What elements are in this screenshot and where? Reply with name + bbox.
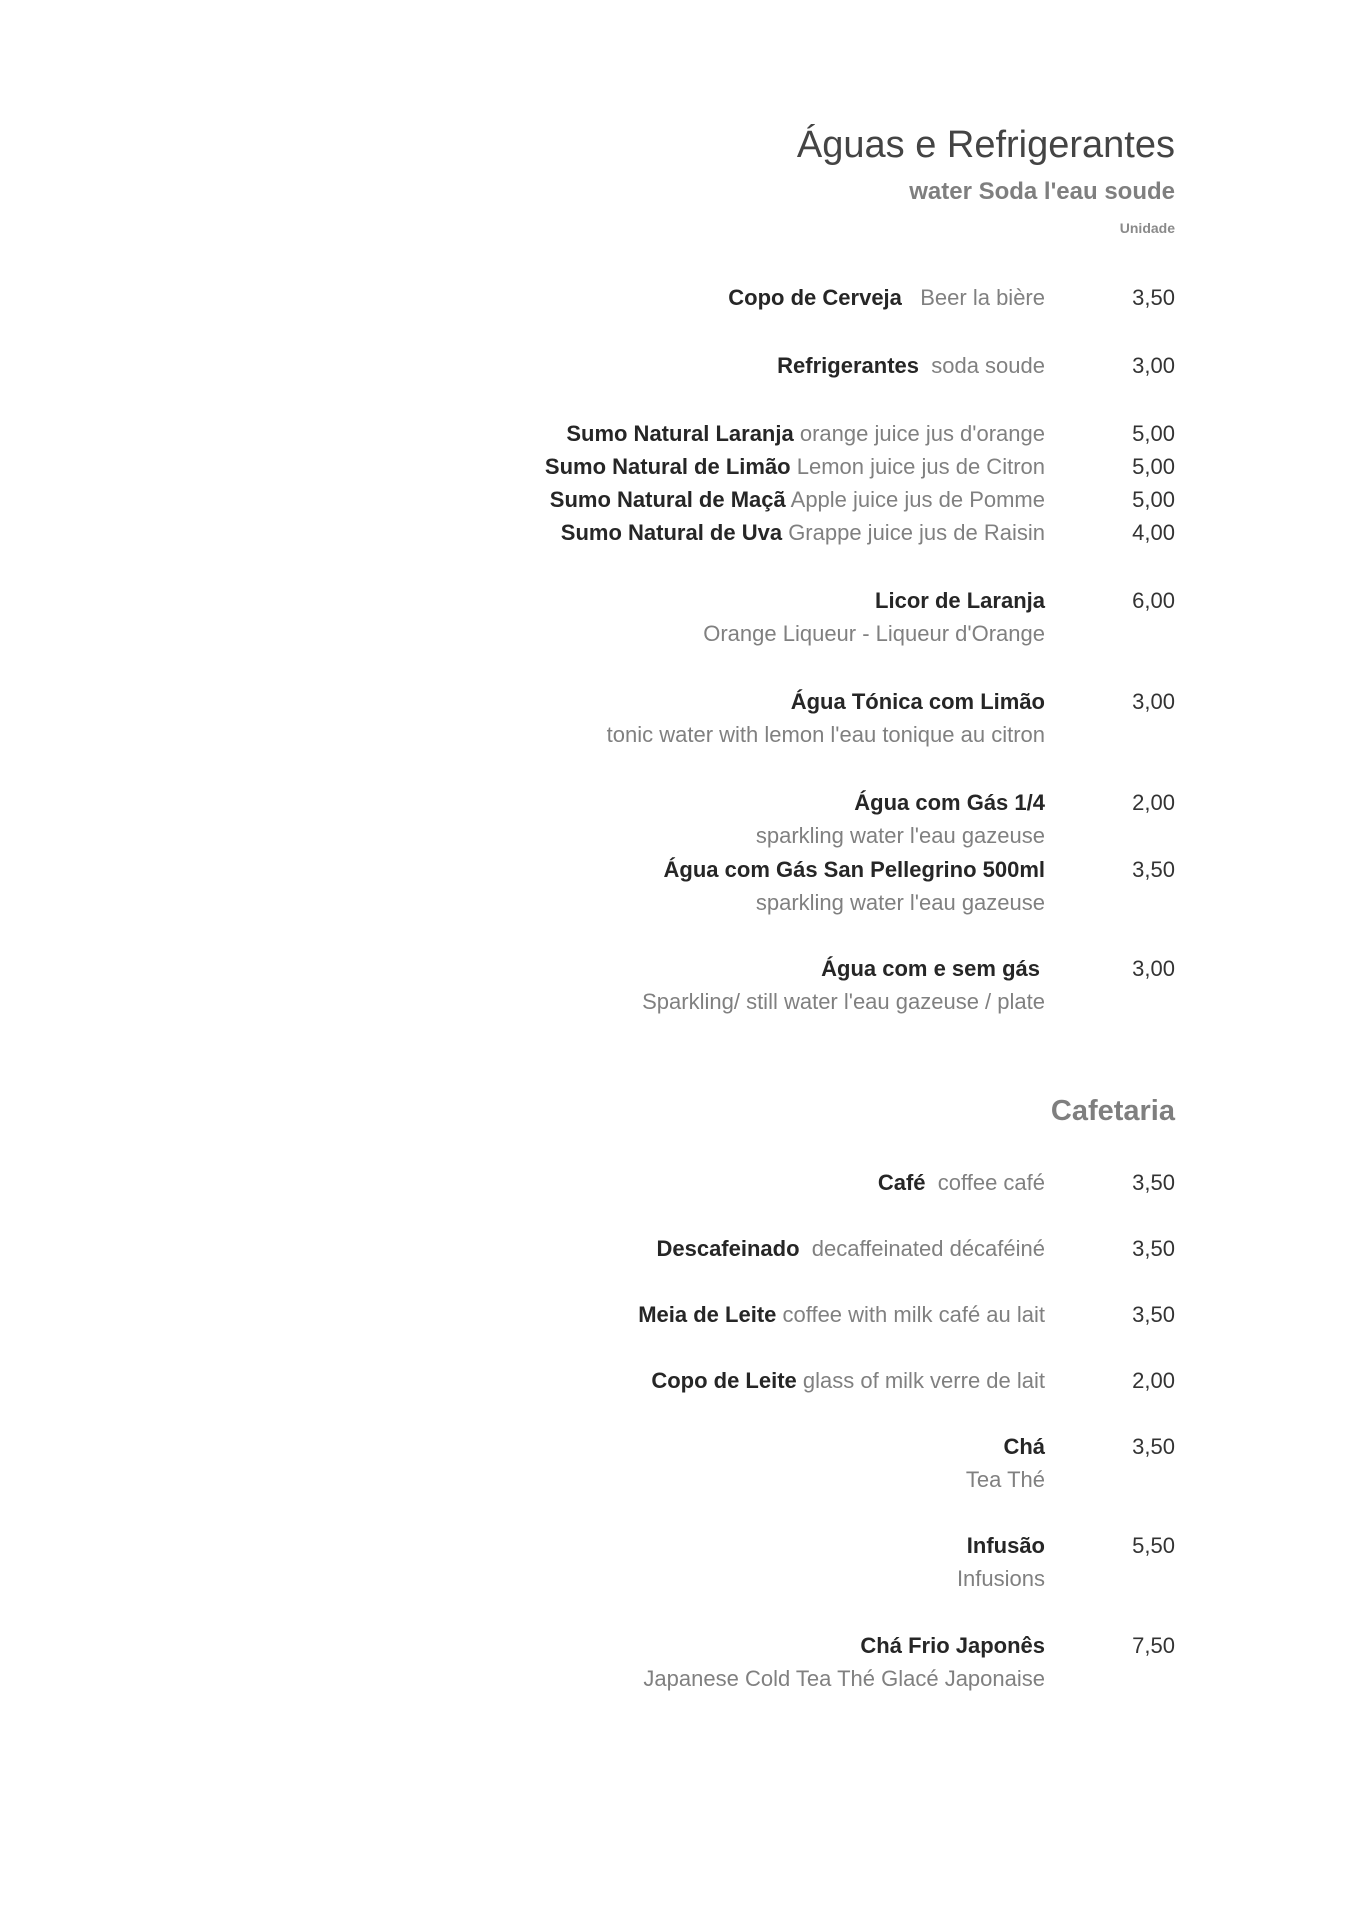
- item-desc: Beer la bière: [920, 285, 1045, 310]
- menu-item-beer: [728, 287, 1045, 309]
- menu-item-soda: [777, 355, 1045, 377]
- item-price: 5,00: [1132, 454, 1175, 479]
- item-desc-tonic-water: tonic water with lemon l'eau tonique au citron: [606, 722, 1045, 747]
- menu-item-decaf: [656, 1238, 1045, 1260]
- item-name: Sumo Natural Laranja: [566, 421, 794, 446]
- section-title-cafetaria: Cafetaria: [1050, 1095, 1175, 1127]
- item-price: 4,00: [1132, 520, 1175, 545]
- item-desc: Grappe juice jus de Raisin: [788, 520, 1045, 545]
- item-name-japanese-cold-tea: Chá Frio Japonês: [860, 1633, 1045, 1658]
- item-price: 3,50: [1132, 285, 1175, 310]
- menu-item-lemon-juice: [545, 456, 1045, 478]
- item-price: 6,00: [1132, 588, 1175, 613]
- item-name: Copo de Cerveja: [728, 285, 902, 310]
- unit-label: Unidade: [1119, 220, 1175, 236]
- item-name-sparkling-water: Água com Gás 1/4: [854, 790, 1045, 815]
- menu-item-grape-juice: [561, 522, 1045, 544]
- item-name-infusion: Infusão: [966, 1533, 1045, 1558]
- item-price: 2,00: [1132, 790, 1175, 815]
- item-name: Sumo Natural de Limão: [544, 454, 791, 479]
- menu-item-apple-juice: [550, 489, 1045, 511]
- item-price: 5,50: [1132, 1533, 1175, 1558]
- item-desc: decaffeinated décaféiné: [811, 1236, 1045, 1261]
- item-price: 3,50: [1132, 1170, 1175, 1195]
- item-desc-sparkling-water: sparkling water l'eau gazeuse: [755, 823, 1045, 848]
- item-name-still-water: Água com e sem gás: [821, 956, 1040, 981]
- item-name-orange-liqueur: Licor de Laranja: [875, 588, 1045, 613]
- menu-item-coffee: [878, 1172, 1045, 1194]
- item-name: Descafeinado: [656, 1236, 800, 1261]
- item-price: 3,50: [1132, 1236, 1175, 1261]
- item-desc-orange-liqueur: Orange Liqueur - Liqueur d'Orange: [703, 621, 1045, 646]
- item-price: 2,00: [1132, 1368, 1175, 1393]
- item-name: Sumo Natural de Uva: [560, 520, 783, 545]
- item-price: 5,00: [1132, 421, 1175, 446]
- item-price: 3,50: [1132, 1434, 1175, 1459]
- item-desc: coffee with milk café au lait: [782, 1302, 1045, 1327]
- item-desc: glass of milk verre de lait: [802, 1368, 1045, 1393]
- item-desc-san-pellegrino: sparkling water l'eau gazeuse: [755, 890, 1045, 915]
- page-title: Águas e Refrigerantes: [796, 124, 1175, 166]
- item-name: Meia de Leite: [638, 1302, 777, 1327]
- item-price: 3,00: [1132, 353, 1175, 378]
- item-name: Refrigerantes: [777, 353, 919, 378]
- item-name-tea: Chá: [1003, 1434, 1045, 1459]
- item-price: 5,00: [1132, 487, 1175, 512]
- item-price: 3,50: [1132, 857, 1175, 882]
- item-desc: soda soude: [931, 353, 1045, 378]
- item-desc: orange juice jus d'orange: [799, 421, 1045, 446]
- item-desc-still-water: Sparkling/ still water l'eau gazeuse / plate: [642, 989, 1045, 1014]
- menu-item-glass-of-milk: [651, 1370, 1045, 1392]
- item-name: Copo de Leite: [651, 1368, 797, 1393]
- item-price: 7,50: [1132, 1633, 1175, 1658]
- item-name: Café: [877, 1170, 926, 1195]
- item-price: 3,00: [1132, 956, 1175, 981]
- item-desc-infusion: Infusions: [956, 1566, 1045, 1591]
- item-desc: Apple juice jus de Pomme: [790, 487, 1045, 512]
- menu-item-coffee-with-milk: [638, 1304, 1045, 1326]
- item-name: Sumo Natural de Maçã: [549, 487, 786, 512]
- item-price: 3,50: [1132, 1302, 1175, 1327]
- item-desc: coffee café: [937, 1170, 1045, 1195]
- item-desc-japanese-cold-tea: Japanese Cold Tea Thé Glacé Japonaise: [643, 1666, 1045, 1691]
- item-desc-tea: Tea Thé: [965, 1467, 1045, 1492]
- item-name-tonic-water: Água Tónica com Limão: [790, 689, 1045, 714]
- menu-item-orange-juice: [566, 423, 1045, 445]
- item-price: 3,00: [1132, 689, 1175, 714]
- item-name-san-pellegrino: Água com Gás San Pellegrino 500ml: [663, 857, 1045, 882]
- page-subtitle: water Soda l'eau soude: [909, 178, 1175, 205]
- item-desc: Lemon juice jus de Citron: [796, 454, 1045, 479]
